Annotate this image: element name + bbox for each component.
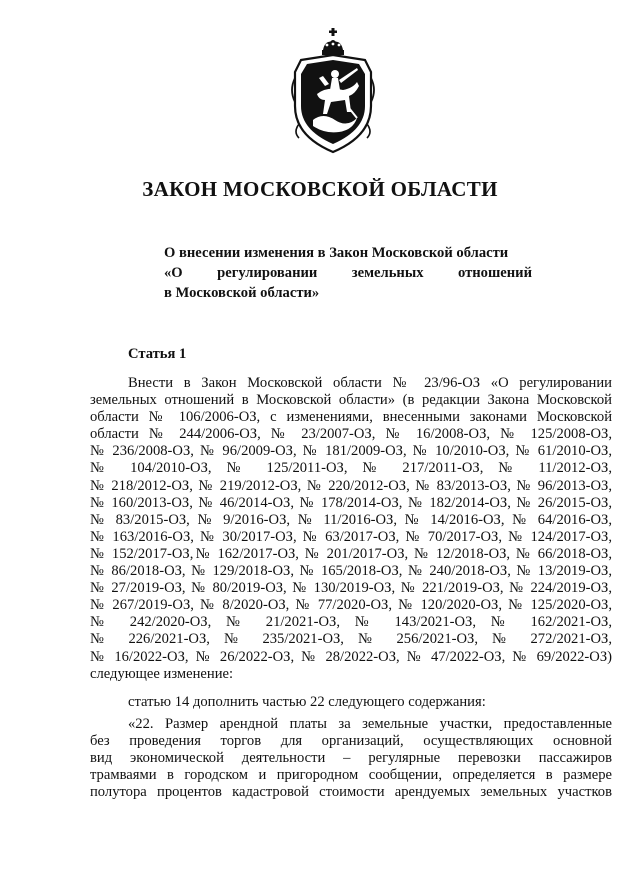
amendment-line: трамваями в городском и пригородном сообщении, определяется в размере xyxy=(90,767,612,784)
subject-line: О внесении изменения в Закон Московской области xyxy=(164,245,509,261)
body-line: № 163/2016-ОЗ, № 30/2017-ОЗ, № 63/2017-ОЗ, № 70/2017-ОЗ, № 124/2017-ОЗ, xyxy=(90,528,612,545)
article-body xyxy=(90,375,612,683)
amendment-line: полутора процентов кадастровой стоимости арендуемых земельных участков xyxy=(90,784,612,801)
body-line: № 160/2013-ОЗ, № 46/2014-ОЗ, № 178/2014-ОЗ, № 182/2014-ОЗ, № 26/2015-ОЗ, xyxy=(90,494,612,511)
body-line: области № 244/2006-ОЗ, № 23/2007-ОЗ, № 16/2008-ОЗ, № 125/2008-ОЗ, xyxy=(90,426,612,443)
body-line: № 218/2012-ОЗ, № 219/2012-ОЗ, № 220/2012-ОЗ, № 83/2013-ОЗ, № 96/2013-ОЗ, xyxy=(90,477,612,494)
body-line: следующее изменение: xyxy=(90,665,234,682)
body-line: № 86/2018-ОЗ, № 129/2018-ОЗ, № 165/2018-ОЗ, № 240/2018-ОЗ, № 13/2019-ОЗ, xyxy=(90,563,612,580)
body-line: № 267/2019-ОЗ, № 8/2020-ОЗ, № 77/2020-ОЗ, № 120/2020-ОЗ, № 125/2020-ОЗ, xyxy=(90,597,612,614)
amendment-intro: статью 14 дополнить частью 22 следующего содержания: xyxy=(128,694,486,710)
amendment-line: вид экономической деятельности – регулярные перевозки пассажиров xyxy=(90,750,612,767)
subject-line: в Московской области» xyxy=(164,285,320,301)
body-line: № 16/2022-ОЗ, № 26/2022-ОЗ, № 28/2022-ОЗ, № 47/2022-ОЗ, № 69/2022-ОЗ) xyxy=(90,648,612,665)
body-line: № 104/2010-ОЗ, № 125/2011-ОЗ, № 217/2011-ОЗ, № 11/2012-ОЗ, xyxy=(90,460,612,477)
body-line: № 83/2015-ОЗ, № 9/2016-ОЗ, № 11/2016-ОЗ, № 14/2016-ОЗ, № 64/2016-ОЗ, xyxy=(90,511,612,528)
body-line: № 27/2019-ОЗ, № 80/2019-ОЗ, № 130/2019-ОЗ, № 221/2019-ОЗ, № 224/2019-ОЗ, xyxy=(90,580,612,597)
body-line: № 226/2021-ОЗ, № 235/2021-ОЗ, № 256/2021-ОЗ, № 272/2021-ОЗ, xyxy=(90,631,612,648)
body-line: № 236/2008-ОЗ, № 96/2009-ОЗ, № 181/2009-ОЗ, № 10/2010-ОЗ, № 61/2010-ОЗ, xyxy=(90,443,612,460)
body-line: № 152/2017-ОЗ,№ 162/2017-ОЗ, № 201/2017-ОЗ, № 12/2018-ОЗ, № 66/2018-ОЗ, xyxy=(90,545,612,562)
body-line: области № 106/2006-ОЗ, с изменениями, внесенными законами Московской xyxy=(90,409,612,426)
body-line: земельных отношений в Московской области» (в редакции Закона Московской xyxy=(90,392,612,409)
coat-of-arms-icon xyxy=(287,28,379,158)
body-line: № 242/2020-ОЗ, № 21/2021-ОЗ, № 143/2021-ОЗ, № 162/2021-ОЗ, xyxy=(90,614,612,631)
crown-icon xyxy=(322,28,344,55)
subject-line: «О регулировании земельных отношений xyxy=(164,265,532,281)
article-heading: Статья 1 xyxy=(128,346,187,362)
amendment-line: без проведения торгов для организаций, осуществляющих основной xyxy=(90,733,612,750)
amendment-text xyxy=(90,716,612,801)
law-title: ЗАКОН МОСКОВСКОЙ ОБЛАСТИ xyxy=(142,177,498,201)
law-subject xyxy=(164,243,532,303)
body-line: Внести в Закон Московской области № 23/96-ОЗ «О регулировании xyxy=(128,375,612,391)
amendment-line: «22. Размер арендной платы за земельные участки, предоставленные xyxy=(128,716,612,732)
